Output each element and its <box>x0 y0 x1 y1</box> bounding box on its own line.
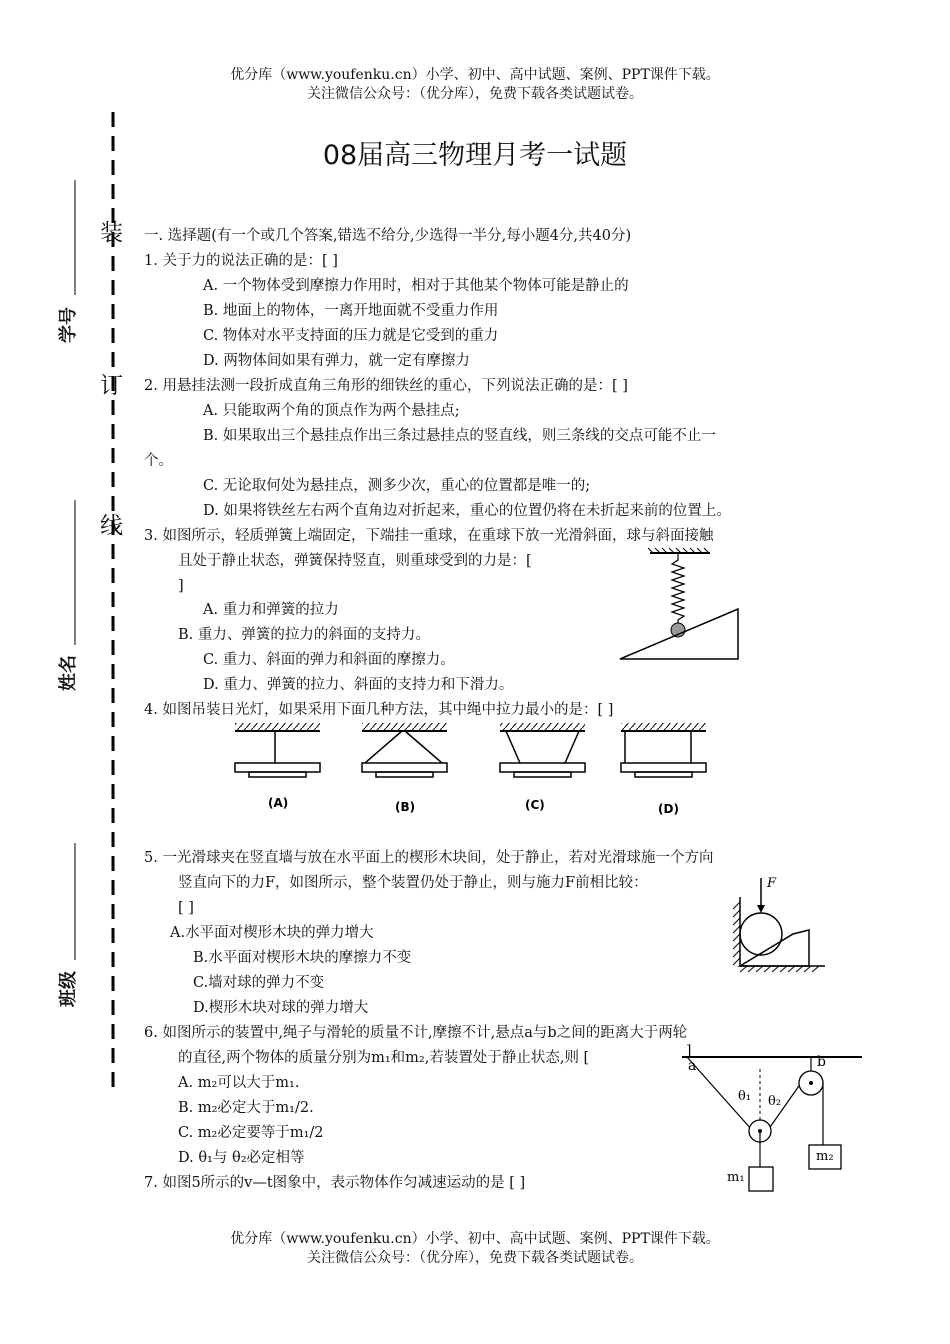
binding-char-xian: 线 <box>100 513 123 539</box>
q5-stem-line2: 竖直向下的力F，如图所示，整个装置仍处于静止，则与施力F前相比较： <box>178 875 648 891</box>
q3-option-d: D. 重力、弹簧的拉力、斜面的支持力和下滑力。 <box>203 677 514 693</box>
q6-stem-line2: 的直径,两个物体的质量分别为m₁和m₂,若装置处于静止状态,则 [ <box>178 1050 590 1066</box>
class-label: 班级 <box>58 971 79 1007</box>
q6-close-bracket: ] <box>686 1043 692 1059</box>
q5-wall-ball-wedge-figure <box>725 872 830 972</box>
q6-m1-label: m₁ <box>727 1170 745 1185</box>
header-line-2: 关注微信公众号：（优分库），免费下载各类试题试卷。 <box>307 86 643 102</box>
lamp-label-a: (A) <box>268 796 289 810</box>
q3-option-a: A. 重力和弹簧的拉力 <box>203 602 339 618</box>
q3-spring-incline-figure <box>615 548 745 663</box>
q6-point-b-label: b <box>817 1054 826 1070</box>
lamp-label-d: (D) <box>658 802 679 816</box>
lamp-label-c: (C) <box>525 798 545 812</box>
q5-force-label: F <box>767 876 777 891</box>
q1-stem: 1. 关于力的说法正确的是：[ ] <box>144 253 338 269</box>
footer-line-2: 关注微信公众号：（优分库），免费下载各类试题试卷。 <box>307 1250 643 1266</box>
lamp-label-b: (B) <box>395 800 416 814</box>
q6-theta2-label: θ₂ <box>768 1094 782 1109</box>
q2-option-b-line2: 个。 <box>144 453 173 469</box>
q5-option-c: C.墙对球的弹力不变 <box>193 975 325 991</box>
q4-stem: 4. 如图吊装日光灯，如果采用下面几种方法，其中绳中拉力最小的是：[ ] <box>144 702 614 718</box>
header-line-1: 优分库（www.youfenku.cn）小学、初中、高中试题、案例、PPT课件下载。 <box>230 67 720 83</box>
q2-option-b-line1: B. 如果取出三个悬挂点作出三条过悬挂点的竖直线，则三条线的交点可能不止一 <box>203 428 716 444</box>
q7-stem: 7. 如图5所示的v—t图象中，表示物体作匀减速运动的是 [ ] <box>144 1175 526 1191</box>
q6-m2-label: m₂ <box>816 1149 834 1164</box>
student-name-label: 姓名 <box>58 655 79 691</box>
q6-option-c: C. m₂必定要等于m₁/2 <box>178 1125 324 1141</box>
q5-stem-line3: [ ] <box>178 900 194 916</box>
q3-option-c: C. 重力、斜面的弹力和斜面的摩擦力。 <box>203 652 455 668</box>
lamp-figure-b <box>362 723 447 777</box>
q6-pulley-figure <box>680 1045 870 1200</box>
student-number-label: 学号 <box>58 307 79 343</box>
q2-option-a: A. 只能取两个角的顶点作为两个悬挂点; <box>203 403 460 419</box>
q3-stem-line3: ] <box>178 578 184 594</box>
q3-stem-line2: 且处于静止状态，弹簧保持竖直，则重球受到的力是：[ <box>178 553 532 569</box>
binding-char-zhuang: 装 <box>100 220 123 246</box>
q2-option-c: C. 无论取何处为悬挂点，测多少次，重心的位置都是唯一的; <box>203 478 591 494</box>
q1-option-b: B. 地面上的物体，一离开地面就不受重力作用 <box>203 303 499 319</box>
q3-option-b: B. 重力、弹簧的拉力的斜面的支持力。 <box>178 627 430 643</box>
section-heading: 一. 选择题(有一个或几个答案,错选不给分,少选得一半分,每小题4分,共40分) <box>144 228 632 244</box>
q5-option-a: A.水平面对楔形木块的弹力增大 <box>170 925 374 941</box>
lamp-figure-a <box>235 723 320 777</box>
lamp-figure-d <box>621 723 706 777</box>
q4-lamp-figures <box>225 720 725 825</box>
q5-option-b: B.水平面对楔形木块的摩擦力不变 <box>193 950 412 966</box>
q1-option-c: C. 物体对水平支持面的压力就是它受到的重力 <box>203 328 499 344</box>
q2-option-d: D. 如果将铁丝左右两个直角边对折起来，重心的位置仍将在未折起来前的位置上。 <box>203 503 731 519</box>
q6-option-a: A. m₂可以大于m₁. <box>178 1075 300 1091</box>
q6-stem-line1: 6. 如图所示的装置中,绳子与滑轮的质量不计,摩擦不计,悬点a与b之间的距离大于两轮 <box>144 1025 688 1041</box>
binding-char-ding: 订 <box>100 373 123 399</box>
footer-line-1: 优分库（www.youfenku.cn）小学、初中、高中试题、案例、PPT课件下载。 <box>230 1231 720 1247</box>
q6-option-d: D. θ₁与 θ₂必定相等 <box>178 1150 305 1166</box>
q1-option-a: A. 一个物体受到摩擦力作用时，相对于其他某个物体可能是静止的 <box>203 278 629 294</box>
q6-option-b: B. m₂必定大于m₁/2. <box>178 1100 314 1116</box>
q5-option-d: D.楔形木块对球的弹力增大 <box>193 1000 369 1016</box>
q5-stem-line1: 5. 一光滑球夹在竖直墙与放在水平面上的楔形木块间，处于静止，若对光滑球施一个方向 <box>144 850 714 866</box>
q6-theta1-label: θ₁ <box>738 1089 752 1104</box>
q3-stem-line1: 3. 如图所示，轻质弹簧上端固定，下端挂一重球，在重球下放一光滑斜面，球与斜面接触 <box>144 528 714 544</box>
q2-stem: 2. 用悬挂法测一段折成直角三角形的细铁丝的重心，下列说法正确的是：[ ] <box>144 378 628 394</box>
q1-option-d: D. 两物体间如果有弹力，就一定有摩擦力 <box>203 353 470 369</box>
lamp-figure-c <box>500 723 585 777</box>
q6-point-a-label: a <box>688 1058 697 1074</box>
page-title: 08届高三物理月考一试题 <box>322 140 628 171</box>
